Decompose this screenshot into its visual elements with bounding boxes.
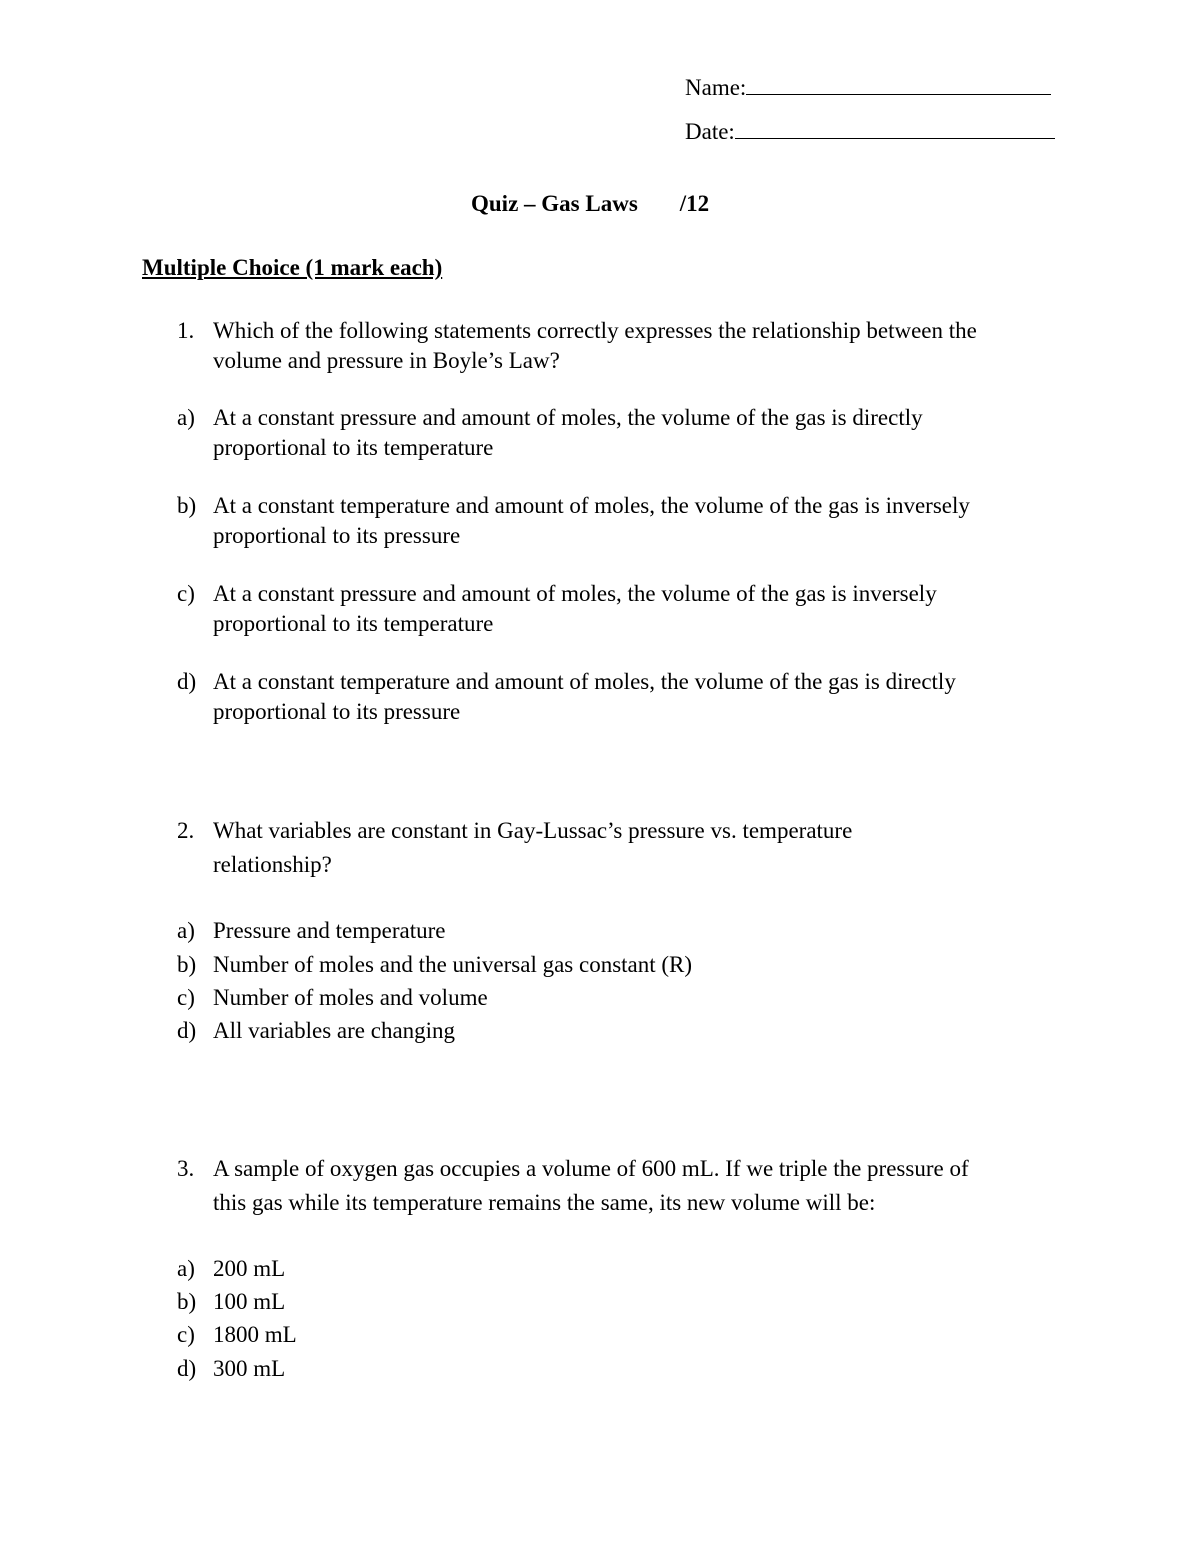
quiz-title: Quiz – Gas Laws (471, 191, 638, 216)
option-text-line: proportional to its pressure (213, 522, 461, 548)
option-text: Number of moles and volume (213, 985, 488, 1010)
option-text-line: At a constant pressure and amount of moles, the volume of the gas is inversely (213, 581, 937, 606)
option-letter: d) (177, 1018, 197, 1043)
option-letter: a) (177, 1256, 195, 1281)
option-text-line: proportional to its temperature (213, 610, 494, 636)
question-text-line: A sample of oxygen gas occupies a volume of 600 mL. If we triple the pressure of (213, 1156, 969, 1181)
option-text-line: proportional to its pressure (213, 698, 461, 724)
option-text: Number of moles and the universal gas constant (R) (213, 952, 693, 977)
name-field (685, 74, 1051, 102)
option-letter: b) (177, 493, 197, 518)
name-label: Name: (685, 75, 747, 100)
date-blank-line[interactable] (735, 118, 1055, 139)
quiz-score-total: /12 (679, 191, 710, 216)
option-text-line: At a constant temperature and amount of moles, the volume of the gas is directly (213, 669, 956, 694)
question-text-line: volume and pressure in Boyle’s Law? (213, 347, 560, 373)
date-label: Date: (685, 119, 735, 144)
date-field (685, 118, 1055, 146)
option-letter: c) (177, 581, 195, 606)
option-letter: a) (177, 405, 195, 430)
option-text-line: At a constant temperature and amount of moles, the volume of the gas is inversely (213, 493, 970, 518)
question-number: 1. (177, 318, 195, 343)
option-letter: c) (177, 985, 195, 1010)
question-number: 3. (177, 1156, 195, 1181)
option-letter: d) (177, 669, 197, 694)
option-text: 300 mL (213, 1356, 286, 1381)
option-letter: b) (177, 952, 197, 977)
option-text: All variables are changing (213, 1018, 456, 1043)
option-text: 100 mL (213, 1289, 286, 1314)
question-text-line: this gas while its temperature remains the same, its new volume will be: (213, 1190, 876, 1215)
question-number: 2. (177, 818, 195, 843)
option-text-line: At a constant pressure and amount of moles, the volume of the gas is directly (213, 405, 923, 430)
option-text: 200 mL (213, 1256, 286, 1281)
option-letter: a) (177, 918, 195, 943)
option-letter: b) (177, 1289, 197, 1314)
option-letter: d) (177, 1356, 197, 1381)
question-text-line: Which of the following statements correctly expresses the relationship between the (213, 318, 977, 343)
question-text-line: What variables are constant in Gay-Lussac’s pressure vs. temperature (213, 818, 853, 843)
name-blank-line[interactable] (746, 74, 1051, 95)
option-text: 1800 mL (213, 1322, 297, 1347)
section-heading: Multiple Choice (1 mark each) (142, 255, 443, 280)
question-text-line: relationship? (213, 852, 332, 877)
option-text-line: proportional to its temperature (213, 434, 494, 460)
page-title (471, 190, 709, 218)
option-text: Pressure and temperature (213, 918, 446, 943)
option-letter: c) (177, 1322, 195, 1347)
